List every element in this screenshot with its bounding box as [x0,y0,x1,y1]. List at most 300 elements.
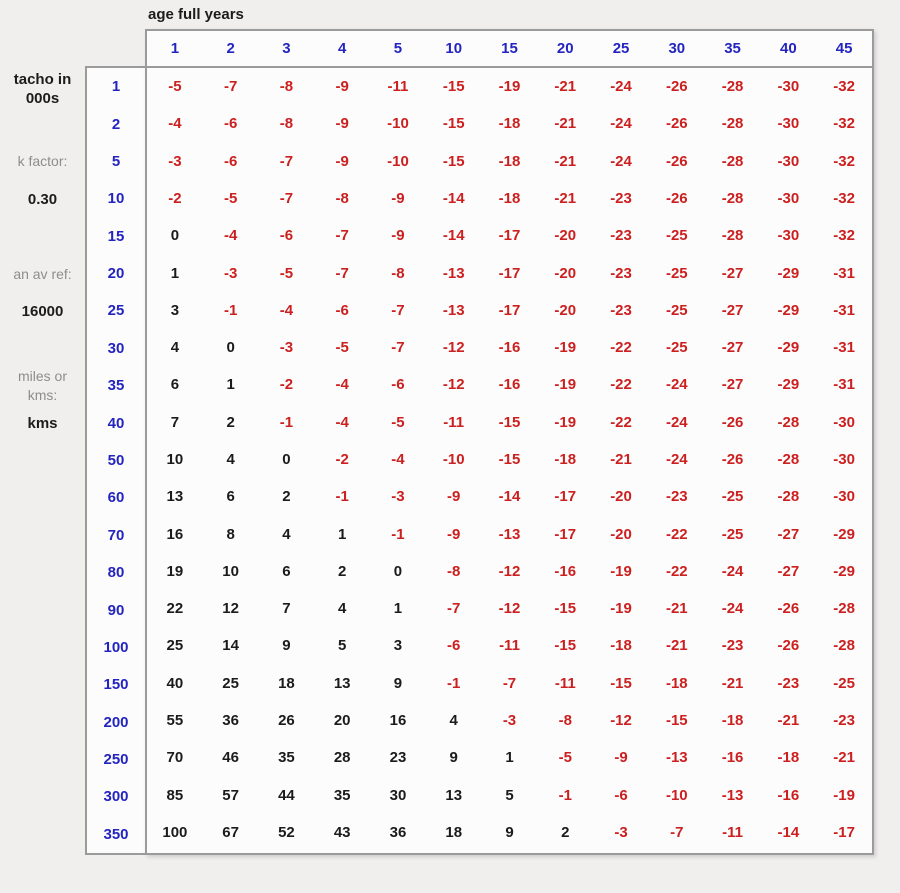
value-cell: -4 [391,450,405,468]
value-cell: -15 [554,600,577,618]
value-cell: -26 [665,152,688,170]
value-cell: -19 [498,78,521,96]
value-cell: -31 [833,264,855,282]
value-cell: 1 [170,264,180,282]
value-cell: -7 [670,823,684,841]
value-cell: -24 [665,413,688,431]
value-cell: -10 [665,786,688,804]
row-axis-title [0,70,85,108]
value-cell: -31 [833,301,855,319]
value-cell: -9 [391,189,405,207]
value-cell: -30 [833,450,855,468]
column-header: 15 [501,40,518,57]
value-cell: -17 [498,227,521,245]
value-cell: -2 [279,376,294,394]
value-cell: 10 [222,562,239,580]
row-header: 10 [107,190,125,208]
table-body [147,68,872,851]
value-cell: 1 [393,600,403,618]
value-cell: 44 [278,786,295,804]
value-cell: -16 [498,376,521,394]
value-cell: -14 [498,488,521,506]
value-cell: -9 [335,115,349,133]
value-cell: -4 [168,115,182,133]
value-cell: -6 [391,376,405,394]
value-cell: -19 [554,339,577,357]
value-cell: -3 [502,711,517,729]
column-axis-title: age full years [148,6,244,23]
value-cell: -14 [442,189,465,207]
value-cell: -13 [442,301,465,319]
value-cell: 9 [449,749,458,767]
value-cell: -18 [498,115,521,133]
data-table [145,29,874,855]
value-cell: -12 [498,562,521,580]
value-cell: -7 [223,78,238,96]
value-cell: 8 [226,525,235,543]
value-cell: -4 [335,376,349,394]
value-cell: -9 [447,525,461,543]
value-cell: -16 [721,749,744,767]
value-cell: -29 [777,301,800,319]
value-cell: -15 [498,450,521,468]
value-cell: -21 [610,450,632,468]
value-cell: -18 [721,711,744,729]
value-cell: -24 [610,78,632,96]
value-cell: 2 [338,562,347,580]
value-cell: -21 [554,78,577,96]
value-cell: 12 [222,600,239,618]
value-cell: 5 [505,786,514,804]
value-cell: -32 [833,189,855,207]
row-header: 300 [103,788,129,806]
column-header: 10 [445,40,463,57]
value-cell: -31 [833,376,855,394]
value-cell: -23 [665,488,688,506]
value-cell: 19 [166,562,184,580]
value-cell: 46 [222,749,239,767]
column-header: 2 [226,40,235,57]
value-cell: -4 [335,413,349,431]
value-cell: -27 [777,562,800,580]
value-cell: -1 [391,525,405,543]
value-cell: 1 [338,525,347,543]
value-cell: -25 [833,674,855,692]
value-cell: 40 [166,674,184,692]
value-cell: -9 [614,749,628,767]
value-cell: -28 [777,450,800,468]
value-cell: -21 [833,749,855,767]
value-cell: -23 [721,637,744,655]
value-cell: 6 [170,376,180,394]
value-cell: 9 [393,674,403,692]
value-cell: -11 [499,637,520,655]
value-cell: -14 [777,823,800,841]
row-header: 40 [107,414,125,432]
k-factor-value: 0.30 [27,191,58,208]
value-cell: 22 [166,600,184,618]
value-cell: -5 [335,339,349,357]
value-cell: 16 [389,711,407,729]
value-cell: 36 [222,711,239,729]
value-cell: 6 [282,562,291,580]
value-cell: -11 [722,823,743,841]
value-cell: -19 [833,786,855,804]
value-cell: -5 [279,264,294,282]
value-cell: 13 [166,488,184,506]
value-cell: -1 [223,301,238,319]
column-header: 30 [668,40,686,57]
value-cell: -28 [721,152,744,170]
value-cell: -30 [777,189,800,207]
value-cell: -28 [721,115,744,133]
value-cell: -13 [442,264,465,282]
value-cell: -26 [721,413,744,431]
value-cell: -21 [777,711,800,729]
value-cell: 4 [282,525,291,543]
units-label-line1: miles or [17,368,67,384]
value-cell: 1 [505,749,514,767]
value-cell: 26 [278,711,295,729]
value-cell: -25 [721,525,744,543]
value-cell: -9 [335,78,349,96]
column-header: 1 [170,40,180,57]
value-cell: -20 [610,525,632,543]
value-cell: -31 [833,339,855,357]
value-cell: 4 [338,600,347,618]
value-cell: 0 [170,227,180,245]
column-header: 25 [612,40,630,57]
value-cell: -1 [335,488,349,506]
value-cell: -5 [168,78,182,96]
value-cell: -3 [279,339,294,357]
value-cell: -11 [443,413,465,431]
value-cell: -18 [498,189,521,207]
value-cell: -28 [833,600,855,618]
row-axis-title-line2: 000s [25,90,60,107]
value-cell: -25 [665,227,688,245]
value-cell: 23 [389,749,407,767]
value-cell: -14 [442,227,465,245]
value-cell: -15 [442,78,465,96]
value-cell: 7 [282,600,291,618]
value-cell: -19 [610,600,632,618]
column-header: 35 [724,40,741,57]
row-header: 350 [103,825,129,843]
value-cell: -19 [610,562,632,580]
value-cell: -23 [610,264,632,282]
value-cell: -29 [777,264,800,282]
value-cell: -26 [721,450,744,468]
value-cell: -3 [614,823,628,841]
row-header: 50 [107,451,125,469]
value-cell: -8 [279,115,294,133]
value-cell: -10 [387,152,409,170]
value-cell: -16 [777,786,800,804]
value-cell: -6 [279,227,294,245]
value-cell: 2 [561,823,570,841]
value-cell: -3 [223,264,238,282]
value-cell: -22 [610,339,632,357]
value-cell: -27 [721,264,744,282]
value-cell: -32 [833,115,855,133]
value-cell: -22 [610,376,632,394]
value-cell: 25 [222,674,239,692]
units-label [0,367,85,405]
value-cell: 100 [162,823,188,841]
column-header: 20 [556,40,574,57]
value-cell: 30 [389,786,407,804]
value-cell: -28 [777,488,800,506]
k-factor-label: k factor: [17,153,68,169]
value-cell: 3 [393,637,403,655]
column-header: 3 [282,40,291,57]
value-cell: -23 [777,674,800,692]
value-cell: -13 [721,786,744,804]
value-cell: -9 [335,152,349,170]
value-cell: -23 [833,711,855,729]
value-cell: -15 [554,637,577,655]
value-cell: -29 [777,339,800,357]
value-cell: -3 [391,488,405,506]
value-cell: -6 [223,115,238,133]
value-cell: -24 [721,562,744,580]
value-cell: -30 [777,115,800,133]
value-cell: 3 [170,301,180,319]
value-cell: -7 [502,674,517,692]
value-cell: -6 [335,301,349,319]
value-cell: -26 [665,115,688,133]
value-cell: -17 [498,301,521,319]
value-cell: -8 [391,264,405,282]
value-cell: -6 [223,152,238,170]
value-cell: -23 [610,227,632,245]
row-header: 2 [111,115,121,133]
value-cell: -21 [554,189,577,207]
value-cell: -22 [610,413,632,431]
value-cell: 36 [389,823,407,841]
value-cell: -13 [665,749,688,767]
value-cell: -18 [610,637,632,655]
value-cell: -8 [558,711,572,729]
value-cell: -30 [777,78,800,96]
value-cell: -5 [223,189,238,207]
value-cell: 2 [226,413,235,431]
value-cell: 52 [278,823,295,841]
row-header: 1 [111,78,121,96]
value-cell: -25 [665,264,688,282]
value-cell: 7 [170,413,180,431]
value-cell: -7 [391,301,405,319]
value-cell: -21 [554,115,577,133]
value-cell: 10 [166,450,184,468]
value-cell: 28 [333,749,351,767]
value-cell: -32 [833,152,855,170]
value-cell: -26 [665,78,688,96]
row-header: 70 [107,526,125,544]
value-cell: -7 [335,264,349,282]
value-cell: -1 [279,413,294,431]
value-cell: -27 [721,301,744,319]
value-cell: 2 [282,488,291,506]
value-cell: -21 [721,674,744,692]
row-header-column [85,66,145,855]
annual-average-reference-label: an av ref: [13,266,72,282]
value-cell: -16 [498,339,521,357]
units-label-line2: kms: [27,387,58,403]
value-cell: 14 [222,637,239,655]
value-cell: 1 [226,376,235,394]
value-cell: -24 [610,152,632,170]
value-cell: -24 [665,450,688,468]
value-cell: -22 [665,562,688,580]
row-header: 150 [103,676,129,694]
row-header: 90 [107,601,125,619]
value-cell: -27 [777,525,800,543]
value-cell: -17 [833,823,855,841]
value-cell: -10 [442,450,465,468]
value-cell: -15 [442,152,465,170]
value-cell: -24 [665,376,688,394]
value-cell: -12 [442,376,465,394]
value-cell: -19 [554,413,577,431]
value-cell: 0 [282,450,291,468]
value-cell: -13 [498,525,521,543]
value-cell: -19 [554,376,577,394]
value-cell: -21 [665,600,688,618]
value-cell: -21 [554,152,577,170]
value-cell: -24 [610,115,632,133]
row-header: 15 [107,227,125,245]
value-cell: 9 [282,637,291,655]
column-header: 5 [393,40,403,57]
value-cell: -30 [777,227,800,245]
value-cell: -29 [833,525,855,543]
value-cell: 55 [166,711,184,729]
value-cell: -29 [777,376,800,394]
value-cell: -20 [554,227,577,245]
value-cell: -18 [777,749,800,767]
value-cell: 85 [166,786,184,804]
value-cell: -18 [665,674,688,692]
value-cell: -1 [558,786,572,804]
value-cell: 35 [278,749,295,767]
value-cell: -32 [833,78,855,96]
value-cell: -12 [442,339,465,357]
value-cell: -28 [721,227,744,245]
value-cell: -17 [498,264,521,282]
value-cell: -4 [223,227,238,245]
value-cell: -3 [168,152,182,170]
value-cell: -5 [558,749,572,767]
row-header: 30 [107,339,125,357]
value-cell: 4 [170,339,180,357]
value-cell: -7 [335,227,349,245]
value-cell: -22 [665,525,688,543]
value-cell: 16 [166,525,184,543]
value-cell: 9 [505,823,514,841]
value-cell: -25 [665,301,688,319]
value-cell: -9 [391,227,405,245]
value-cell: -28 [777,413,800,431]
value-cell: -25 [721,488,744,506]
value-cell: -17 [554,525,577,543]
value-cell: 70 [166,749,184,767]
value-cell: -25 [665,339,688,357]
value-cell: -10 [387,115,409,133]
row-header: 80 [107,564,125,582]
value-cell: 43 [333,823,351,841]
row-header: 20 [107,265,125,283]
value-cell: 67 [222,823,239,841]
value-cell: 0 [393,562,403,580]
value-cell: -8 [335,189,349,207]
value-cell: -17 [554,488,577,506]
value-cell: -6 [614,786,628,804]
value-cell: -15 [498,413,521,431]
value-cell: -27 [721,376,744,394]
value-cell: -15 [610,674,632,692]
value-cell: 18 [445,823,463,841]
value-cell: -9 [447,488,461,506]
value-cell: 18 [278,674,295,692]
value-cell: 0 [226,339,235,357]
value-cell: -29 [833,562,855,580]
value-cell: -12 [610,711,632,729]
value-cell: 4 [449,711,458,729]
value-cell: -27 [721,339,744,357]
value-cell: -16 [554,562,577,580]
value-cell: -15 [442,115,465,133]
value-cell: 13 [333,674,351,692]
value-cell: -8 [447,562,461,580]
units-value: kms [27,415,58,432]
column-header: 45 [835,40,853,57]
row-header: 60 [107,489,125,507]
value-cell: -30 [833,413,855,431]
value-cell: -24 [721,600,744,618]
value-cell: -30 [833,488,855,506]
value-cell: -2 [335,450,349,468]
value-cell: -23 [610,301,632,319]
value-cell: -26 [665,189,688,207]
value-cell: -18 [498,152,521,170]
column-header: 40 [779,40,797,57]
value-cell: -5 [391,413,405,431]
value-cell: 6 [226,488,235,506]
value-cell: -11 [387,78,409,96]
value-cell: 5 [338,637,347,655]
value-cell: -20 [554,301,577,319]
value-cell: -20 [610,488,632,506]
row-axis-title-line1: tacho in [13,71,72,88]
value-cell: -8 [279,78,294,96]
value-cell: 4 [226,450,235,468]
value-cell: -1 [447,674,461,692]
value-cell: -23 [610,189,632,207]
column-header-row [147,31,872,68]
value-cell: 13 [445,786,463,804]
value-cell: -18 [554,450,577,468]
value-cell: -28 [833,637,855,655]
row-header: 5 [111,152,121,170]
row-header: 250 [103,751,129,769]
row-header: 100 [103,638,129,656]
value-cell: 35 [333,786,351,804]
value-cell: 57 [222,786,239,804]
column-header: 4 [338,40,347,57]
value-cell: -6 [447,637,461,655]
